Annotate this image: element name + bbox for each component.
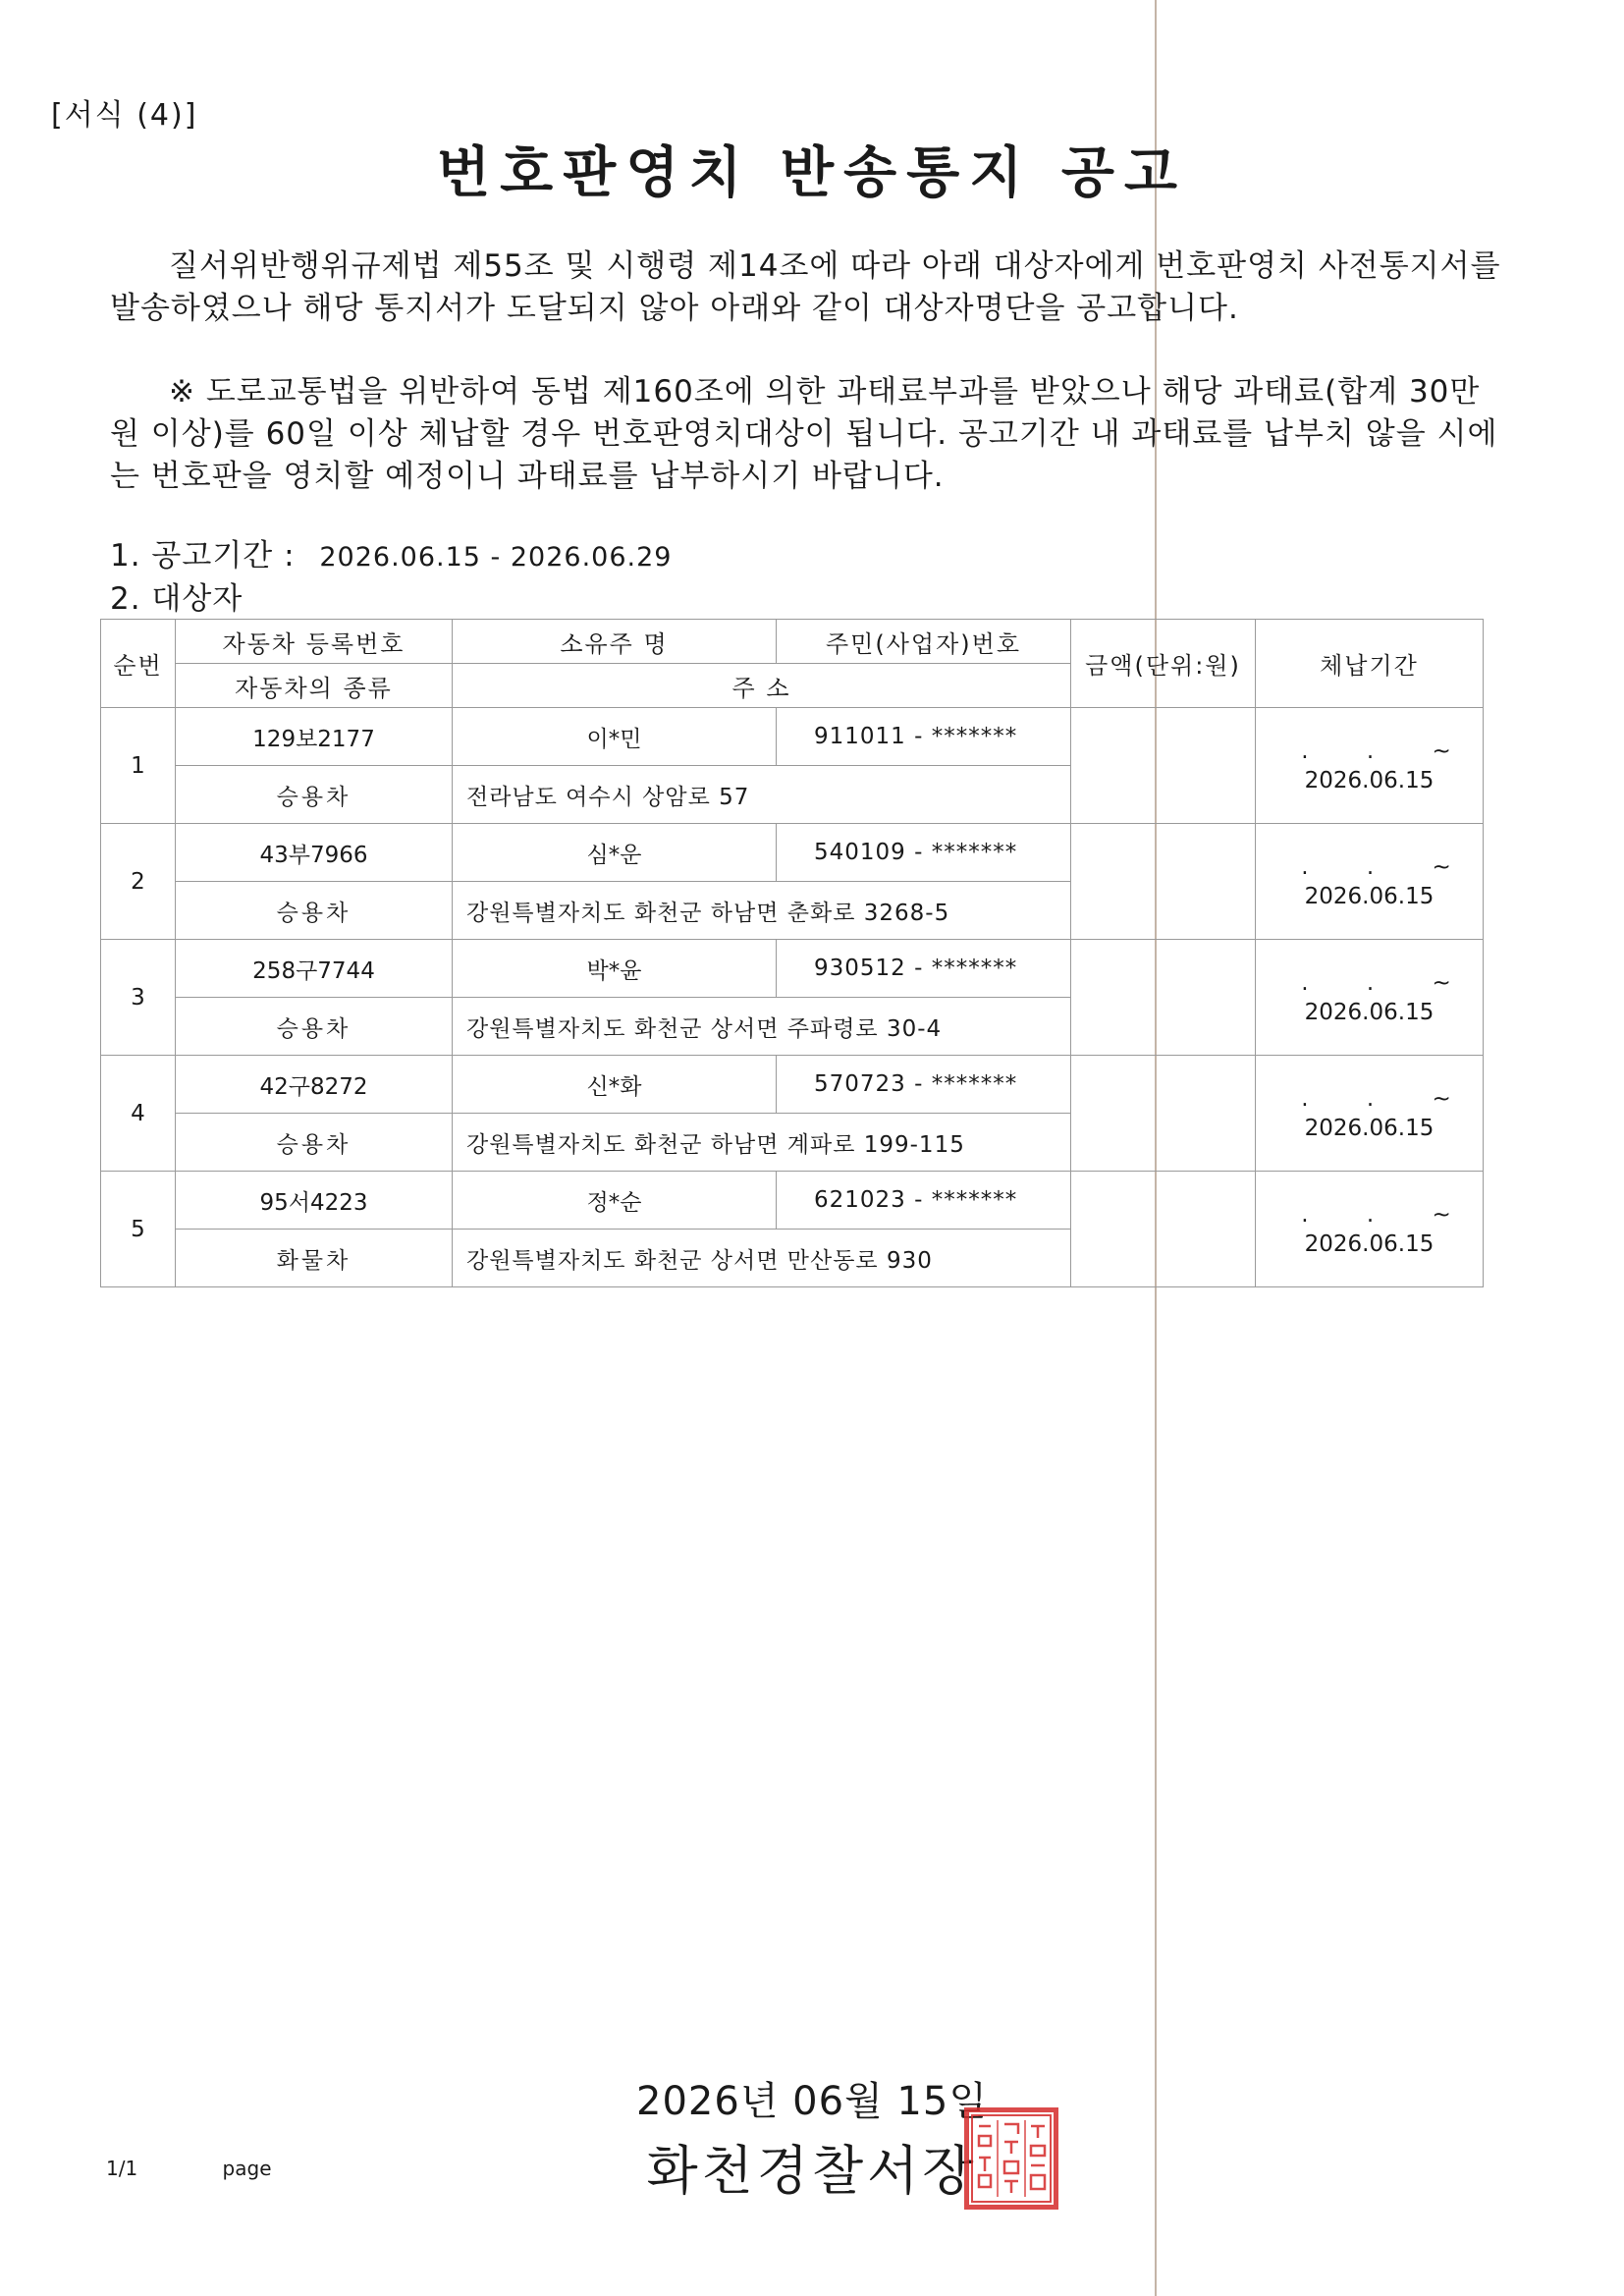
issuer-name: 화천경찰서장 (646, 2140, 978, 2202)
row-plate: 42구8272 (176, 1056, 453, 1114)
page-label: page (222, 2157, 272, 2180)
row-vehicle-type: 승용차 (176, 1114, 453, 1172)
row-vehicle-type: 화물차 (176, 1230, 453, 1287)
row-owner: 심*운 (453, 824, 777, 882)
header-amount: 금액(단위:원) (1071, 620, 1256, 708)
header-plate: 자동차 등록번호 (176, 620, 453, 664)
notice-period-section (110, 530, 672, 574)
row-amount (1071, 1056, 1256, 1172)
row-address: 강원특별자치도 화천군 하남면 계파로 199-115 (453, 1114, 1071, 1172)
targets-section-label: 2. 대상자 (110, 581, 244, 617)
notice-period-dates: 2026.06.15 - 2026.06.29 (319, 542, 673, 573)
row-owner: 신*화 (453, 1056, 777, 1114)
row-no: 5 (101, 1172, 176, 1287)
targets-table (100, 619, 1484, 1287)
row-period: . . ~ 2026.06.15 (1256, 940, 1484, 1056)
row-rrn: 911011 - ******* (777, 708, 1071, 766)
table-row (101, 708, 1484, 766)
header-period: 체납기간 (1256, 620, 1484, 708)
row-plate: 258구7744 (176, 940, 453, 998)
row-plate: 43부7966 (176, 824, 453, 882)
row-plate: 95서4223 (176, 1172, 453, 1230)
row-period: . . ~ 2026.06.15 (1256, 824, 1484, 940)
table-row (101, 940, 1484, 998)
row-no: 2 (101, 824, 176, 940)
row-no: 3 (101, 940, 176, 1056)
row-rrn: 570723 - ******* (777, 1056, 1071, 1114)
document-title: 번호판영치 반송통지 공고 (436, 141, 1188, 205)
row-address: 강원특별자치도 화천군 하남면 춘화로 3268-5 (453, 882, 1071, 940)
row-no: 1 (101, 708, 176, 824)
row-owner: 박*윤 (453, 940, 777, 998)
row-address: 전라남도 여수시 상암로 57 (453, 766, 1071, 824)
row-period: . . ~ 2026.06.15 (1256, 1172, 1484, 1287)
table-row (101, 1056, 1484, 1114)
row-vehicle-type: 승용차 (176, 882, 453, 940)
row-address: 강원특별자치도 화천군 상서면 만산동로 930 (453, 1230, 1071, 1287)
row-amount (1071, 708, 1256, 824)
header-no: 순번 (101, 620, 176, 708)
row-no: 4 (101, 1056, 176, 1172)
official-seal-icon (964, 2107, 1058, 2210)
row-rrn: 930512 - ******* (777, 940, 1071, 998)
row-address: 강원특별자치도 화천군 상서면 주파령로 30-4 (453, 998, 1071, 1056)
notice-paragraph-2: ※ 도로교통법을 위반하여 동법 제160조에 의한 과태료부과를 받았으나 해당 과태료(합계 30만원 이상)를 60일 이상 체납할 경우 번호판영치대상이 됩니다. 공고기간 내 과태료를 납부치 않을 시에는 번호판을 영치할 예정이니 과태료를 납부하시기 바랍니다. (110, 374, 1498, 494)
notice-period-label: 1. 공고기간 : (110, 538, 296, 574)
form-label: [서식 (4)] (51, 98, 198, 133)
page-number: 1/1 (106, 2157, 138, 2180)
header-address: 주 소 (453, 664, 1071, 708)
document-date: 2026년 06월 15일 (636, 2079, 988, 2124)
row-owner: 정*순 (453, 1172, 777, 1230)
header-vehicle-type: 자동차의 종류 (176, 664, 453, 708)
row-period: . . ~ 2026.06.15 (1256, 708, 1484, 824)
table-row (101, 824, 1484, 882)
row-owner: 이*민 (453, 708, 777, 766)
row-amount (1071, 824, 1256, 940)
row-vehicle-type: 승용차 (176, 998, 453, 1056)
header-rrn: 주민(사업자)번호 (777, 620, 1071, 664)
notice-paragraph-1: 질서위반행위규제법 제55조 및 시행령 제14조에 따라 아래 대상자에게 번호판영치 사전통지서를 발송하였으나 해당 통지서가 도달되지 않아 아래와 같이 대상자명단을 공고합니다. (110, 248, 1501, 326)
row-vehicle-type: 승용차 (176, 766, 453, 824)
row-rrn: 540109 - ******* (777, 824, 1071, 882)
row-period: . . ~ 2026.06.15 (1256, 1056, 1484, 1172)
table-row (101, 1172, 1484, 1230)
row-amount (1071, 1172, 1256, 1287)
row-rrn: 621023 - ******* (777, 1172, 1071, 1230)
row-plate: 129보2177 (176, 708, 453, 766)
header-owner: 소유주 명 (453, 620, 777, 664)
row-amount (1071, 940, 1256, 1056)
official-seal-graphic (969, 2112, 1054, 2205)
